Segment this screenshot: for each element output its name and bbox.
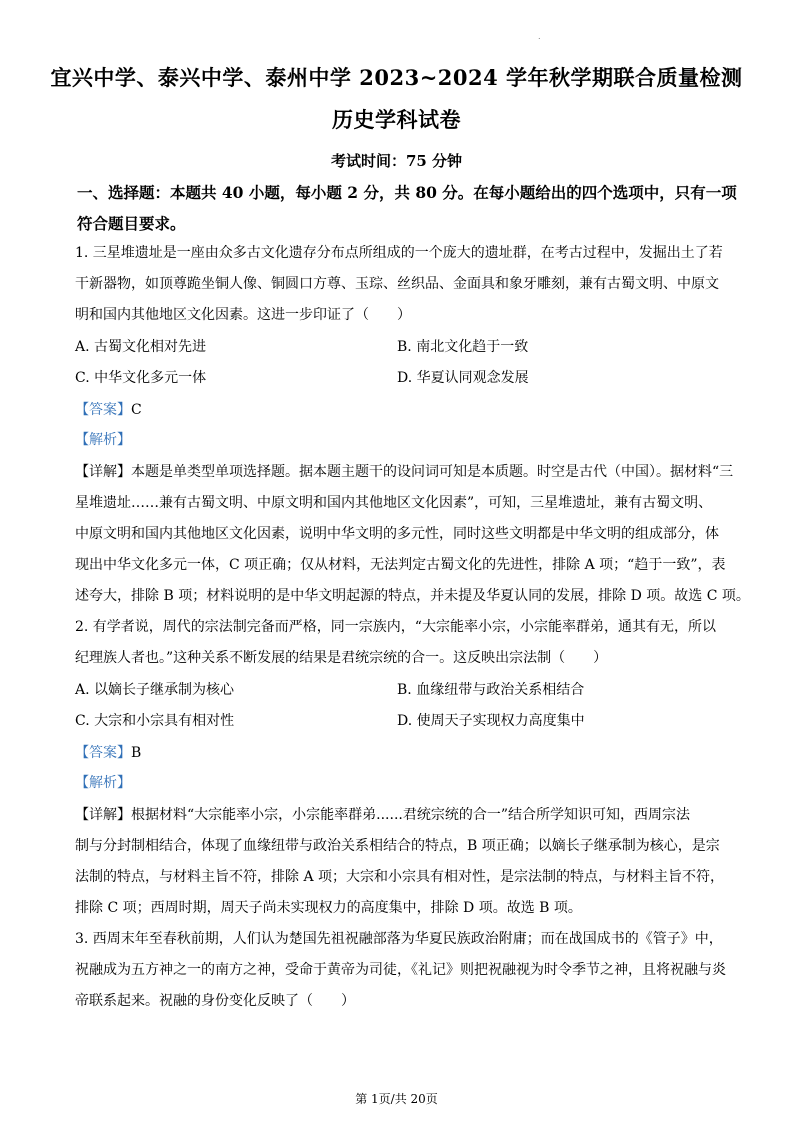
q1-detail-line: 【详解】本题是单类型单项选择题。据本题主题干的设问词可知是本质题。时空是古代（中国）。据材料“三 [75,464,734,480]
q2-detail-line: 排除 C 项；西周时期，周天子尚未实现权力的高度集中，排除 D 项。故选 B 项。 [75,900,582,916]
q2-detail-line: 【详解】根据材料“大宗能率小宗，小宗能率群弟......君统宗统的合一”结合所学知识可知，西周宗法 [75,807,691,823]
q2-detail-line: 法制的特点，与材料主旨不符，排除 A 项；大宗和小宗具有相对性，是宗法制的特点，与材料主旨不符， [75,869,725,885]
q1-stem-line: 干新器物，如顶尊跪坐铜人像、铜圆口方尊、玉琮、丝织品、金面具和象牙雕刻，兼有古蜀文明、中原文 [75,276,719,292]
q1-option-a: A. 古蜀文化相对先进 [75,339,207,355]
q2-stem-line: 纪理族人者也。”这种关系不断发展的结果是君统宗统的合一。这反映出宗法制（ ） [75,650,608,666]
q2-option-d: D. 使周天子实现权力高度集中 [397,713,585,729]
q2-option-a: A. 以嫡长子继承制为核心 [75,682,235,698]
q3-stem-line: 帝联系起来。祝融的身份变化反映了（ ） [75,993,355,1009]
q1-stem-line: 明和国内其他地区文化因素。这进一步印证了（ ） [75,307,411,323]
q1-analysis-tag: 【解析】 [75,432,131,448]
q2-analysis-tag: 【解析】 [75,775,131,791]
exam-title: 宜兴中学、泰兴中学、泰州中学 2023~2024 学年秋学期联合质量检测 [50,65,743,90]
q1-option-c: C. 中华文化多元一体 [75,370,207,386]
q3-stem-line: 3. 西周末年至春秋前期，人们认为楚国先祖祝融部落为华夏民族政治附庸；而在战国成书的《管子》中， [75,931,723,947]
q1-answer: 【答案】C [75,402,142,418]
subject-title: 历史学科试卷 [332,107,461,132]
section-heading-line2: 符合题目要求。 [77,214,186,233]
q1-stem-line: 1. 三星堆遗址是一座由众多古文化遗存分布点所组成的一个庞大的遗址群，在考古过程中，发掘出土了若 [75,245,723,261]
exam-time: 考试时间：75 分钟 [330,152,463,170]
q3-stem-line: 祝融成为五方神之一的南方之神，受命于黄帝为司徒，《礼记》则把祝融视为时令季节之神，且将祝融与炎 [75,962,726,978]
q2-answer: 【答案】B [75,745,142,761]
q2-option-b: B. 血缘纽带与政治关系相结合 [397,682,585,698]
q1-detail-line: 现出中华文化多元一体，C 项正确；仅从材料，无法判定古蜀文化的先进性，排除 A 项；“趋于一致”，表 [75,557,726,573]
page-footer: 第 1页/共 20页 [355,1092,438,1106]
q1-detail-line: 述夸大，排除 B 项；材料说明的是中华文明起源的特点，并未提及华夏认同的发展，排除 D 项。故选 C 项。 [75,588,750,604]
section-heading-line1: 一、选择题：本题共 40 小题，每小题 2 分，共 80 分。在每小题给出的四个选项中，只有一项 [77,183,737,202]
q1-option-b: B. 南北文化趋于一致 [397,339,529,355]
q1-detail-line: 星堆遗址……兼有古蜀文明、中原文明和国内其他地区文化因素”，可知，三星堆遗址，兼有古蜀文明、 [75,495,713,511]
q2-detail-line: 制与分封制相结合，体现了血缘纽带与政治关系相结合的特点，B 项正确；以嫡长子继承制为核心，是宗 [75,838,720,854]
corner-dot: . [538,32,541,41]
q2-option-c: C. 大宗和小宗具有相对性 [75,713,235,729]
q1-option-d: D. 华夏认同观念发展 [397,370,529,386]
q2-stem-line: 2. 有学者说，周代的宗法制完备而严格，同一宗族内，“大宗能率小宗，小宗能率群弟，通其有无，所以 [75,619,716,635]
q1-detail-line: 中原文明和国内其他地区文化因素，说明中华文明的多元性，同时这些文明都是中华文明的组成部分，体 [75,526,719,542]
